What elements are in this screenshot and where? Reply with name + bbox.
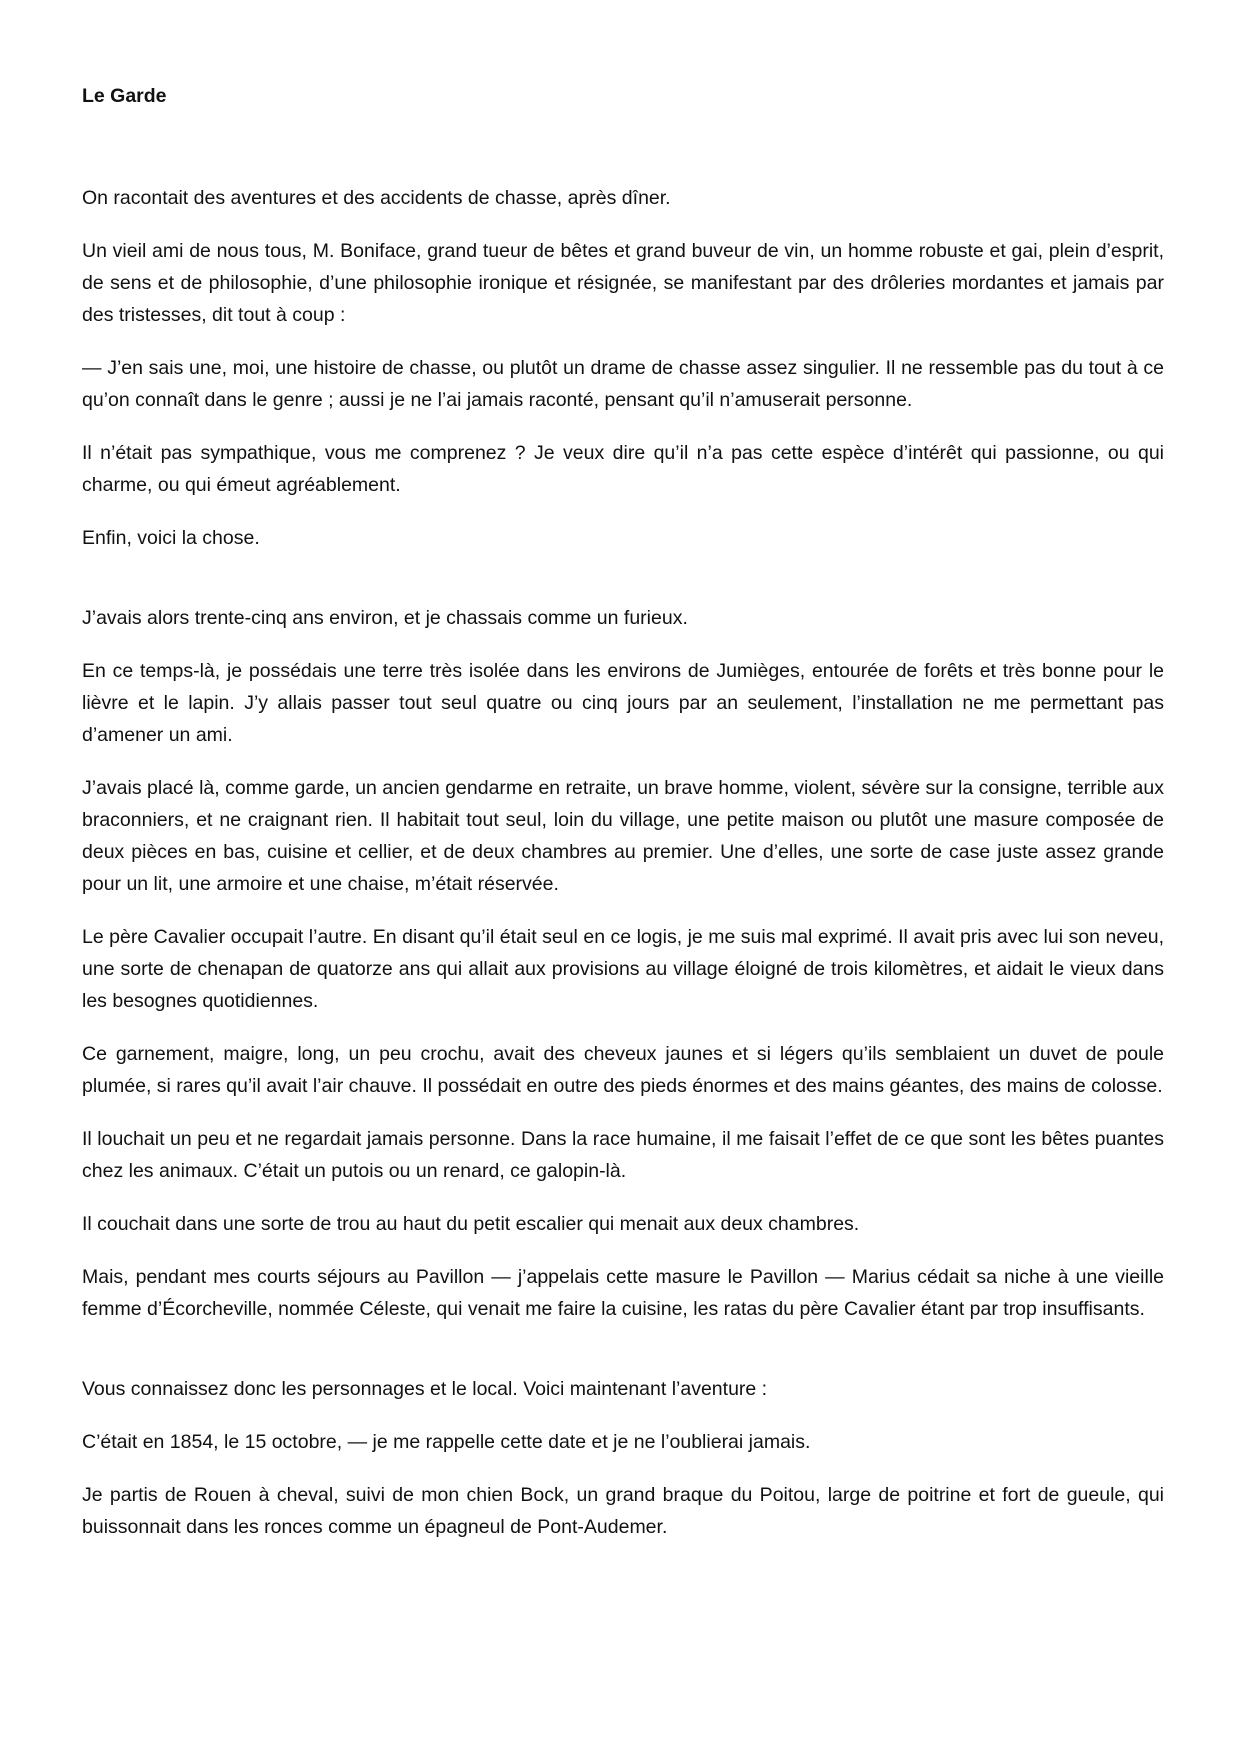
paragraph: Il couchait dans une sorte de trou au haut du petit escalier qui menait aux deux chambres. [82,1213,860,1235]
document-title: Le Garde [82,85,167,107]
section-3 [82,1373,1164,1543]
paragraph: Ce garnement, maigre, long, un peu crochu, avait des cheveux jaunes et si légers qu’ils semblaient un duvet de poule plumée, si rares qu’il avait l’air chauve. Il possédait en outre des pieds énormes et des mains géantes, des mains de colosse. [82,1043,1164,1097]
paragraph: En ce temps-là, je possédais une terre très isolée dans les environs de Jumièges, entourée de forêts et très bonne pour le lièvre et le lapin. J’y allais passer tout seul quatre ou cinq jours par an seulement, l’installation ne me permettant pas d’amener un ami. [82,660,1164,746]
paragraph: Le père Cavalier occupait l’autre. En disant qu’il était seul en ce logis, je me suis mal exprimé. Il avait pris avec lui son neveu, une sorte de chenapan de quatorze ans qui allait aux provisions au village éloigné de trois kilomètres, et aidait le vieux dans les besognes quotidiennes. [82,926,1164,1012]
paragraph: On racontait des aventures et des accidents de chasse, après dîner. [82,187,671,209]
paragraph: Il louchait un peu et ne regardait jamais personne. Dans la race humaine, il me faisait l’effet de ce que sont les bêtes puantes chez les animaux. C’était un putois ou un renard, ce galopin-là. [82,1128,1164,1182]
paragraph: J’avais placé là, comme garde, un ancien gendarme en retraite, un brave homme, violent, sévère sur la consigne, terrible aux braconniers, et ne craignant rien. Il habitait tout seul, loin du village, une petite maison ou plutôt une masure composée de deux pièces en bas, cuisine et cellier, et de deux chambres au premier. Une d’elles, une sorte de case juste assez grande pour un lit, une armoire et une chaise, m’était réservée. [82,777,1164,895]
paragraph: C’était en 1854, le 15 octobre, — je me rappelle cette date et je ne l’oublierai jamais. [82,1431,811,1453]
paragraph: J’avais alors trente-cinq ans environ, et je chassais comme un furieux. [82,607,688,629]
document-page [82,80,1164,1564]
paragraph: Enfin, voici la chose. [82,527,260,549]
section-2 [82,602,1164,1325]
section-1 [82,182,1164,554]
paragraph: Un vieil ami de nous tous, M. Boniface, grand tueur de bêtes et grand buveur de vin, un homme robuste et gai, plein d’esprit, de sens et de philosophie, d’une philosophie ironique et résignée, se manifestant par des drôleries mordantes et jamais par des tristesses, dit tout à coup : [82,240,1164,326]
paragraph: Vous connaissez donc les personnages et le local. Voici maintenant l’aventure : [82,1378,768,1400]
paragraph: — J’en sais une, moi, une histoire de chasse, ou plutôt un drame de chasse assez singulier. Il ne ressemble pas du tout à ce qu’on connaît dans le genre ; aussi je ne l’ai jamais raconté, pensant qu’il n’amuserait personne. [82,357,1164,411]
paragraph: Mais, pendant mes courts séjours au Pavillon — j’appelais cette masure le Pavillon — Marius cédait sa niche à une vieille femme d’Écorcheville, nommée Céleste, qui venait me faire la cuisine, les ratas du père Cavalier étant par trop insuffisants. [82,1266,1164,1320]
paragraph: Il n’était pas sympathique, vous me comprenez ? Je veux dire qu’il n’a pas cette espèce d’intérêt qui passionne, ou qui charme, ou qui émeut agréablement. [82,442,1164,496]
paragraph: Je partis de Rouen à cheval, suivi de mon chien Bock, un grand braque du Poitou, large de poitrine et fort de gueule, qui buissonnait dans les ronces comme un épagneul de Pont-Audemer. [82,1484,1164,1538]
